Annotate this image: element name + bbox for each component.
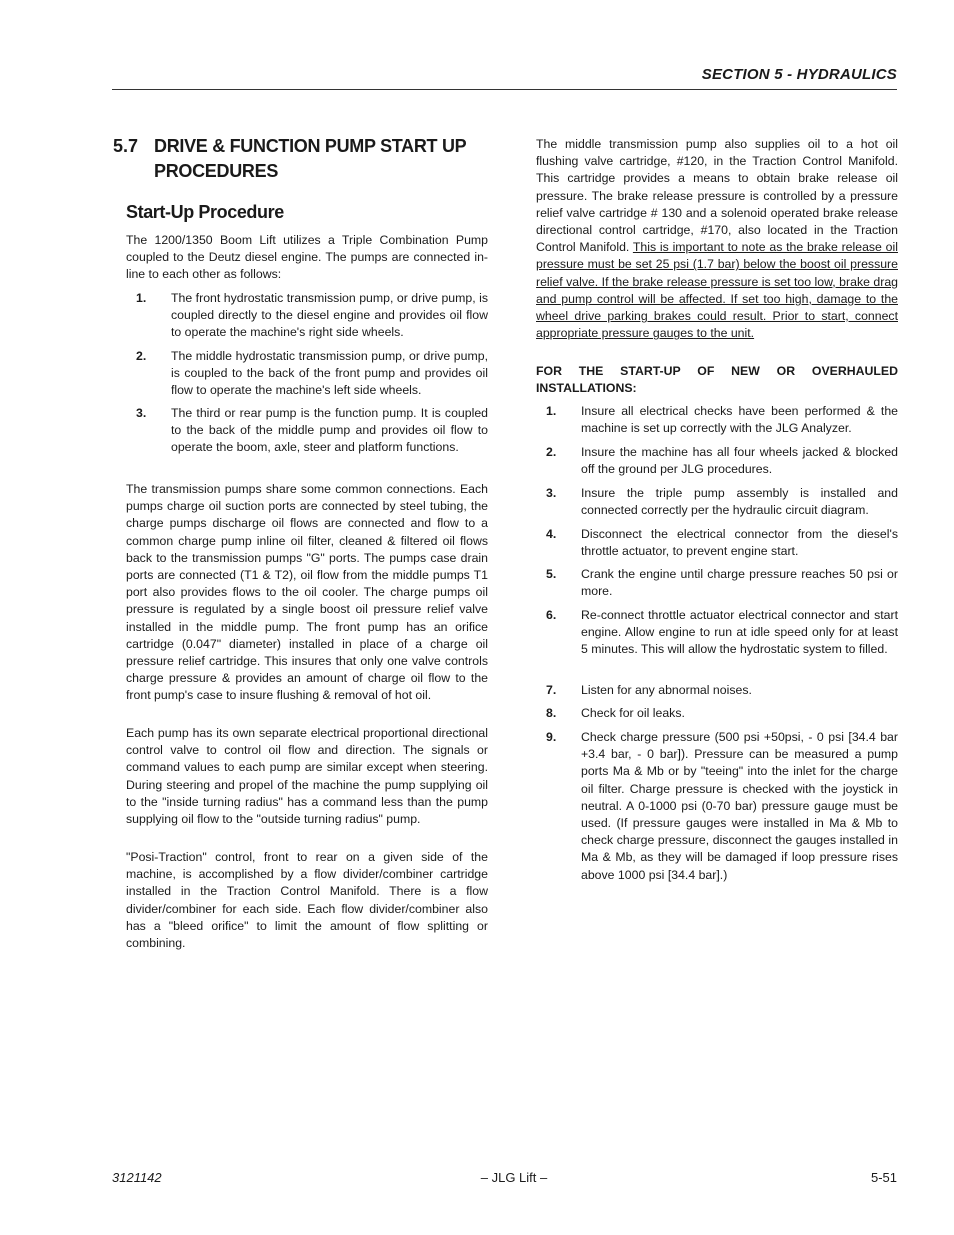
procedure-heading: FOR THE START-UP OF NEW OR OVERHAULED INSTALLATIONS: (536, 364, 898, 396)
intro-paragraph: The 1200/1350 Boom Lift utilizes a Triple Combination Pump coupled to the Deutz diesel engine. The pumps are connected in-line to each other as follows: (126, 233, 488, 282)
list-text: Re-connect throttle actuator electrical connector and start engine. Allow engine to run at idle speed only for at least 5 minutes. This will allow the hydrostatic system to filled. (581, 608, 898, 657)
section-header: SECTION 5 - HYDRAULICS (701, 66, 897, 83)
list-item (136, 405, 488, 475)
list-number: 2. (546, 445, 557, 459)
list-number: 4. (546, 527, 557, 541)
list-text: Check for oil leaks. (581, 706, 685, 720)
paragraph-text: The middle transmission pump also supplies oil to a hot oil flushing valve cartridge, #120, in the Traction Control Manifold. This cartridge provides a means to obtain brake release oil pressure. The brake release pressure is controlled by a pressure relief valve cartridge # 130 and a solenoid operated brake release directional control cartridge, #170, also located in the Traction Control Manifold. (536, 137, 898, 255)
list-number: 7. (546, 683, 557, 697)
list-text: The middle hydrostatic transmission pump, or drive pump, is coupled to the back of the front pump and provides oil flow to operate the machine's left side wheels. (171, 349, 488, 398)
list-text: The third or rear pump is the function pump. It is coupled to the back of the middle pump and provides oil flow to operate the boom, axle, steer and platform functions. (171, 406, 488, 455)
important-note: This is important to note as the brake release oil pressure must be set 25 psi (1.7 bar) below the boost oil pressure relief valve. If the brake release pressure is set too low, brake drag and pump control will be affected. If set too high, damage to the wheel drive parking brakes could result. Prior to start, connect appropriate pressure gauges to the unit. (536, 240, 898, 341)
list-number: 1. (546, 404, 557, 418)
list-item (136, 348, 488, 400)
list-text: Insure all electrical checks have been performed & the machine is set up correctly with the JLG Analyzer. (581, 404, 898, 436)
list-number: 3. (136, 406, 147, 420)
paragraph: Each pump has its own separate electrical proportional directional control valve to control oil flow and direction. The signals or command values to each pump are similar except when steering. During steering and propel of the machine the pump supplying oil to the "inside turning radius" has a command less than the pump supplying oil flow to the "outside turning radius" pump. (126, 726, 488, 827)
list-text: Listen for any abnormal noises. (581, 683, 752, 697)
list-number: 3. (546, 486, 557, 500)
list-number: 9. (546, 730, 557, 744)
paragraph: "Posi-Traction" control, front to rear on a given side of the machine, is accomplished by a flow divider/combiner cartridge installed in the Traction Control Manifold. There is a flow divider/combiner for each side. Each flow divider/combiner also has a "bleed orifice" to limit the amount of flow splitting or combining. (126, 850, 488, 951)
list-text: Check charge pressure (500 psi +50psi, - 0 psi [34.4 bar +3.4 bar, - 0 bar]). Pressure can be measured a pump ports Ma & Mb or by "teeing" into the inlet for the charge oil filter. Charge pressure is checked with the joystick in neutral. A 0-1000 psi (0-70 bar) pressure gauge must be used. (If pressure gauges were installed in Ma & Mb to check charge pressure, disconnect the gauges installed in Ma & Mb, as they will be damaged if loop pressure rises above 1000 psi [34.4 bar].) (581, 730, 898, 882)
list-number: 5. (546, 567, 557, 581)
subheading: Start-Up Procedure (126, 202, 284, 222)
paragraph: The transmission pumps share some common connections. Each pumps charge oil suction ports are connected by steel tubing, the charge pumps discharge oil flows are connected and flow to a common charge pump inline oil filter, cleaned & filtered oil flows back to the transmission pumps "G" ports. The pumps case drain ports are connected (T1 & T2), oil flow from the middle pumps T1 port also provides flows to the oil cooler. The charge pumps oil pressure is regulated by a single boost oil pressure relief valve installed in the middle pump. The front pump has an orifice cartridge (0.047" diameter) installed in place of a charge oil pressure relief cartridge. This insures that only one valve controls charge pressure & provides an amount of charge oil flow to the front pump's case to insure flushing & removal of hot oil. (126, 482, 488, 703)
list-text: Crank the engine until charge pressure reaches 50 psi or more. (581, 567, 898, 599)
list-text: The front hydrostatic transmission pump, or drive pump, is coupled directly to the diesel engine and provides oil flow to operate the machine's right side wheels. (171, 291, 488, 340)
document-number: 3121142 (112, 1170, 162, 1185)
list-number: 2. (136, 349, 147, 363)
list-text: Insure the triple pump assembly is installed and connected correctly per the hydraulic circuit diagram. (581, 486, 898, 518)
footer-center: – JLG Lift – (480, 1170, 548, 1185)
list-text: Disconnect the electrical connector from the diesel's throttle actuator, to prevent engine start. (581, 527, 898, 559)
page-number: 5-51 (870, 1170, 897, 1185)
list-number: 8. (546, 706, 557, 720)
list-number: 1. (136, 291, 147, 305)
list-item (136, 290, 488, 342)
paragraph (536, 136, 898, 342)
header-rule (112, 89, 897, 90)
list-number: 6. (546, 608, 557, 622)
list-text: Insure the machine has all four wheels jacked & blocked off the ground per JLG procedures. (581, 445, 898, 477)
section-number: 5.7 (113, 136, 139, 156)
section-title: DRIVE & FUNCTION PUMP START UP PROCEDURES (154, 136, 467, 181)
